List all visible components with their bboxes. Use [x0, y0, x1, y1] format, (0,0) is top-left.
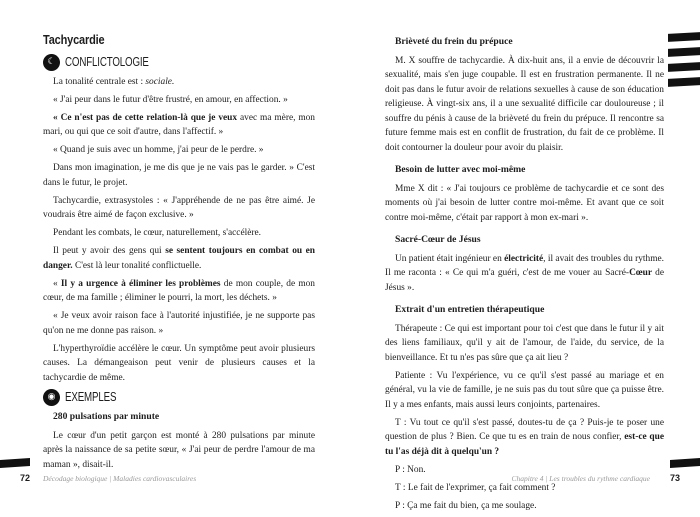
text-run: C'est là leur tonalité conflictuelle.: [72, 260, 202, 271]
paragraph: [385, 322, 664, 366]
bold-text: Il y a urgence à éliminer les problèmes: [60, 278, 221, 289]
example-heading: Brièveté du frein du prépuce: [395, 36, 513, 47]
text-run: de mon couple, de mon cœur, de ma famille ; éliminer le pourri, la mort, les déchets. »: [43, 278, 315, 303]
conflict-icon: ☾: [43, 54, 60, 71]
text-run: de Jésus ».: [385, 268, 664, 293]
paragraph: [43, 93, 315, 108]
text-run: Pendant les combats, le cœur, naturellement, s'accélère.: [53, 228, 261, 238]
text-run: «: [53, 278, 61, 289]
example-heading: Sacré-Cœur de Jésus: [395, 234, 481, 245]
chapter-title: Tachycardie: [43, 33, 105, 47]
text-run: Mme X dit : « J'ai toujours ce problème de tachycardie et ce sont des moments où j'ai besoin de lutter contre moi-même. Et avant que ce soit contre moi-même, c'était par rapport à mon ex-mari ».: [385, 183, 664, 223]
bold-text: Cœur: [629, 268, 652, 278]
paragraph: [43, 342, 315, 386]
text-run: L'hyperthyroïdie accélère le cœur. Un symptôme peut avoir plusieurs causes. La démangeaison peut venir de plusieurs causes et la tachycardie de même.: [43, 343, 315, 383]
paragraph: [43, 161, 315, 190]
text-run: Patiente : Vu l'expérience, vu ce qu'il s'est passé au mariage et en général, vu la vie de famille, je ne suis pas du tout sûre que ça puisse être. Il y a mes enfants, mais aussi leurs conjoints, partenaires.: [385, 370, 664, 410]
text-run: avec ma mère, mon mari, ou qui que ce soit d'autre, dans l'affectif. »: [43, 112, 315, 137]
paragraph: [385, 182, 664, 226]
text-run: « J'ai peur dans le futur d'être frustré, en amour, en affection. »: [53, 94, 288, 105]
paragraph: [385, 416, 664, 460]
page-edge-bar: [670, 458, 700, 468]
running-footer: Décodage biologique | Maladies cardiovasculaires: [43, 474, 197, 483]
text-run: Un patient était ingénieur en: [395, 253, 505, 264]
bold-text: électricité: [504, 253, 544, 264]
section-exemples: [43, 389, 315, 406]
paragraph: [43, 309, 315, 338]
text-run: T : Le fait de l'exprimer, ça fait comment ?: [395, 482, 556, 493]
page-number: 73: [669, 473, 680, 483]
example-text: [43, 429, 315, 473]
text-run: Tachycardie, extrasystoles : « J'appréhende de ne pas être aimé. Je voudrais être aimé de façon exclusive. »: [43, 195, 315, 220]
page-number: 72: [20, 473, 31, 483]
conflictologie-text: [43, 75, 315, 386]
paragraph: [43, 244, 315, 273]
section-conflictologie: [43, 54, 315, 71]
text-run: « Quand je suis avec un homme, j'ai peur de le perdre. »: [53, 145, 264, 155]
bold-text: se sentent toujours en combat ou en danger.: [43, 246, 315, 271]
example-heading: Besoin de lutter avec moi-même: [395, 164, 526, 175]
paragraph: [43, 194, 315, 223]
paragraph: [385, 252, 664, 296]
paragraph: [43, 277, 315, 306]
text-run: « Je veux avoir raison face à l'autorité injustifiée, je ne supporte pas qu'on ne me donne pas raison. »: [43, 311, 315, 336]
paragraph: [43, 226, 315, 241]
left-page: [0, 0, 350, 496]
text-run: M. X souffre de tachycardie. À dix-huit ans, il a envie de découvrir la sexualité, mais s'en juge coupable. Il est en frustration permanente. Il ne doit pas dans le futur avoir de relations sexuelles à cause de son éducation religieuse. À vingt-six ans, il a une sexualité difficile car douloureuse ; il souffre du pénis à cause de la brièveté du frein du prépuce. Il rencontre sa future femme mais est en conflit de frustration, du fait de ce problème. Il doit contourner la douleur pour avoir du plaisir.: [385, 55, 664, 153]
example-heading: 280 pulsations par minute: [53, 411, 160, 422]
page-edge-bar: [0, 458, 30, 468]
chapter-tab-stripes: [668, 33, 700, 93]
paragraph: [43, 429, 315, 473]
text-run: Il peut y avoir des gens qui: [53, 246, 166, 256]
paragraph: [43, 111, 315, 140]
left-column: [43, 33, 315, 476]
paragraph: [43, 143, 315, 158]
text-run: Le cœur d'un petit garçon est monté à 280 pulsations par minute après la naissance de sa petite sœur, « J'ai peur de perdre l'amour de ma maman », disait-il.: [43, 430, 315, 470]
eye-icon: ◉: [43, 389, 60, 406]
text-run: , il avait des troubles du rythme. Il me raconta : « Ce qui m'a guéri, c'est de me vouer au Sacré-: [385, 253, 665, 278]
paragraph: [385, 499, 664, 514]
example-heading: Extrait d'un entretien thérapeutique: [395, 304, 545, 315]
italic-text: sociale.: [145, 76, 175, 87]
text-run: T : Vu tout ce qu'il s'est passé, doutes-tu de ça ? Puis-je te poser une question de plus ? Bien. Ce que tu es en train de nous confier,: [385, 417, 664, 442]
bold-text: est-ce que tu l'as déjà dit à quelqu'un ?: [385, 432, 664, 457]
right-column: [385, 35, 664, 517]
section-label: CONFLICTOLOGIE: [65, 54, 149, 69]
section-label: EXEMPLES: [65, 390, 117, 405]
text-run: P : Non.: [395, 464, 426, 475]
paragraph: [385, 369, 664, 413]
text-run: Dans mon imagination, je me dis que je ne vais pas le garder. » C'est dans le futur, le projet.: [43, 163, 315, 188]
running-footer: Chapitre 4 | Les troubles du rythme cardiaque: [511, 474, 650, 483]
text-run: P : Ça me fait du bien, ça me soulage.: [395, 500, 537, 511]
bold-text: « Ce n'est pas de cette relation-là que je veux: [53, 112, 238, 123]
paragraph: [43, 75, 315, 90]
text-run: La tonalité centrale est :: [53, 76, 146, 87]
paragraph: [385, 54, 664, 156]
right-page: [350, 0, 700, 511]
text-run: Thérapeute : Ce qui est important pour toi c'est que dans le futur il y ait des liens familiaux, qu'il y ait de l'amour, de l'aide, du service, de la bienveillance. Et tu n'es pas sûre que ça ait lieu ?: [385, 323, 664, 363]
